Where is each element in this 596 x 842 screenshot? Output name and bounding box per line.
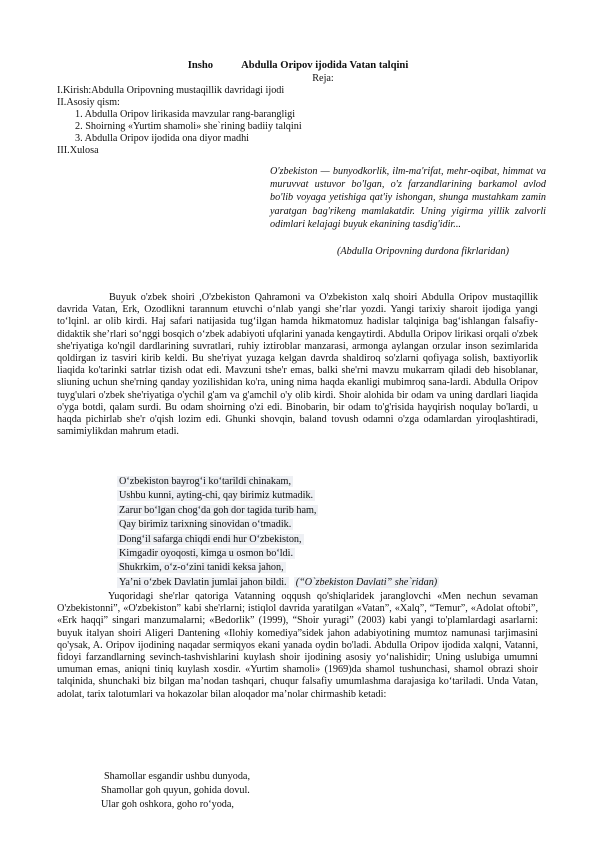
poem-line: Ya’ni o‘zbek Davlatin jumlai jahon bildi. <box>119 576 287 588</box>
epigraph-source: (Abdulla Oripovning durdona fikrlaridan) <box>337 246 509 257</box>
body-paragraph-1: Buyuk o'zbek shoiri ,O'zbekiston Qahramoni va O'zbekiston xalq shoiri Abdulla Oripov mustaqillik davrida Vatan, Erk, Ozodlikni tarannum etuvchi o‘nlab yangi she’rlar yozdi. Yangi tarixiy sharoit ijodiga yangi to‘lqinl. ar olib kirdi. Haj safari natijasida tug‘ilgan hamda hikmatomuz hadislar talqiniga bag‘ishlangan falsafiy-didaktik she’rlari so‘nggi bosqich o‘zbek adabiyoti ufqlarini yanada kengaytirdi. Abdulla Oripov lirikasi orqali o'zbek she'riyatiga ko'ngil dardlarining suvratlari, ruhiy iztiroblar manzarasi, armonga aylangan orzular inson sezimlarida qoldirgan iz tasviri kirib keldi. Bu she'riyat yuzaga kelgan davrda shaldiroq so'zlarni qofiyaga solish, baxtiyorlik liaqida ko'tarinki satrlar tizish odat edi. Mavzuni tshe'r emas, balki she'rni mavzu mukarram qiladi deb hisoblanar, sliuning uchun she'rning qanday yozilishidan ko'ra, uning nima haqda ekanligi mubimroq sana-lardi. Abdulla Oripov tuyg'ulari o'zbek she'riyatiga o'ychil g'am va g'amchil o'y olib kirdi. Shoir alohida bir odam va uning dardlari liaqida o'yga botdi, qalam surdi. Bu odam shoirning o'zi edi. Binobarin, bir odam to'g'risida hayqirish noqulay bo'lardi, u haqda pichirlab she'r o'qish lozim edi. Ghunki shovqin, baland tovush odamni o'zga odamlardan yiroqlashtiradi, samimiylikdan mahrum etadi. <box>57 292 538 438</box>
poem-line: O‘zbekiston bayrog‘i ko‘tarildi chinakam, <box>119 476 292 487</box>
plan-item-intro: I.Kirish:Abdulla Oripovning mustaqillik davridagi ijodi <box>57 85 285 96</box>
poem-excerpt-2 <box>101 770 250 813</box>
plan-subitem-3: 3. Abdulla Oripov ijodida ona diyor madhi <box>75 133 250 144</box>
poem-source: (“O`zbekiston Davlati” she`ridan) <box>295 576 438 588</box>
essay-label: Insho <box>187 60 214 71</box>
poem-line: Ular goh oshkora, goho ro‘yoda, <box>101 799 234 811</box>
poem-line: Kimgadir oyoqosti, kimga u osmon bo‘ldi. <box>119 548 294 560</box>
plan-subitem-2: 2. Shoirning «Yurtim shamoli» she`rining badiiy talqini <box>75 121 302 132</box>
poem-line: Ushbu kunni, ayting-chi, qay birimiz kutmadik. <box>119 490 314 502</box>
plan-item-main: II.Asosiy qism: <box>57 97 120 108</box>
poem-line: Shamollar esgandir ushbu dunyoda, <box>104 771 250 782</box>
poem-line: Zarur bo‘lgan chog‘da goh dor tagida turib ham, <box>119 504 317 516</box>
poem-line: Shamollar goh quyun, gohida dovul. <box>101 785 250 797</box>
plan-item-conclusion: III.Xulosa <box>57 145 99 156</box>
poem-excerpt-1 <box>117 475 439 590</box>
essay-title <box>60 60 536 72</box>
epigraph-quote: O'zbekiston — bunyodkorlik, ilm-ma'rifat, mehr-oqibat, himmat va muruvvat ustuvor bo'lgan, o'z farzandlarining barkamol avlod bo'lib voyaga yetishiga qat'iy ishongan, shunga mustahkam zamin yaratgan bag'rikeng mamlakatdir. Uning yigirma yillik zalvorli odimlari kelajagi buyuk ekanining tasdig'idir... <box>270 166 546 230</box>
plan-subitem-1: 1. Abdulla Oripov lirikasida mavzular rang-barangligi <box>75 109 296 120</box>
poem-line: Qay birimiz tarixning sinovidan o‘tmadik. <box>119 519 292 531</box>
poem-line: Shukrkim, o‘z-o‘zini tanidi keksa jahon, <box>119 562 284 574</box>
essay-topic: Abdulla Oripov ijodida Vatan talqini <box>241 60 409 71</box>
poem-line: Dong‘il safarga chiqdi endi hur O‘zbekiston, <box>119 533 302 545</box>
plan-heading: Reja: <box>312 73 334 84</box>
body-paragraph-2: Yuqoridagi she'rlar qatoriga Vatanning oqqush qo'shiqlaridek jaranglovchi «Men nechun sevaman O'zbekistonni”, «O'zbekiston” kabi she'rlarni; istiqlol davrida yaratilgan «Vatan”, «Xalq”, “Temur”, «Adolat oftobi”, «Erk haqqi” singari manzumalarni; «Bedorlik” (1999), “Shoir yuragi” (2003) kabi yangi to'plamlardagi asarlarni: buyuk italyan shoiri Aligeri Dantening «Ilohiy komediya”sidek jahon adabiyotining mumtoz namunasi tarjimasini qo'ysak, A. Oripov ijodining naqadar sermiqyos ekani yanada oydin bo'ladi. Abdulla Oripov ijodida xalqni, Vatanni, fidoyi farzandlarning sevinch-tashvishlarini kuylash shoir ijodining asosiy yo‘nalishidir; Uning uslubiga umumni umuman emas, aniqni tiniq kuylash xosdir. «Yurtim shamoli» (1969)da shamol tushunchasi, shamol obrazi shoir talqinida, shunchaki biz bilgan ma’nodan tashqari, chuqur falsafiy umumlashma darajasiga ko‘tariladi. Unda Vatan, adolat, tarix talotumlari va hokazolar bilan aloqador ma’nolar chirmashib ketadi: <box>57 591 538 700</box>
